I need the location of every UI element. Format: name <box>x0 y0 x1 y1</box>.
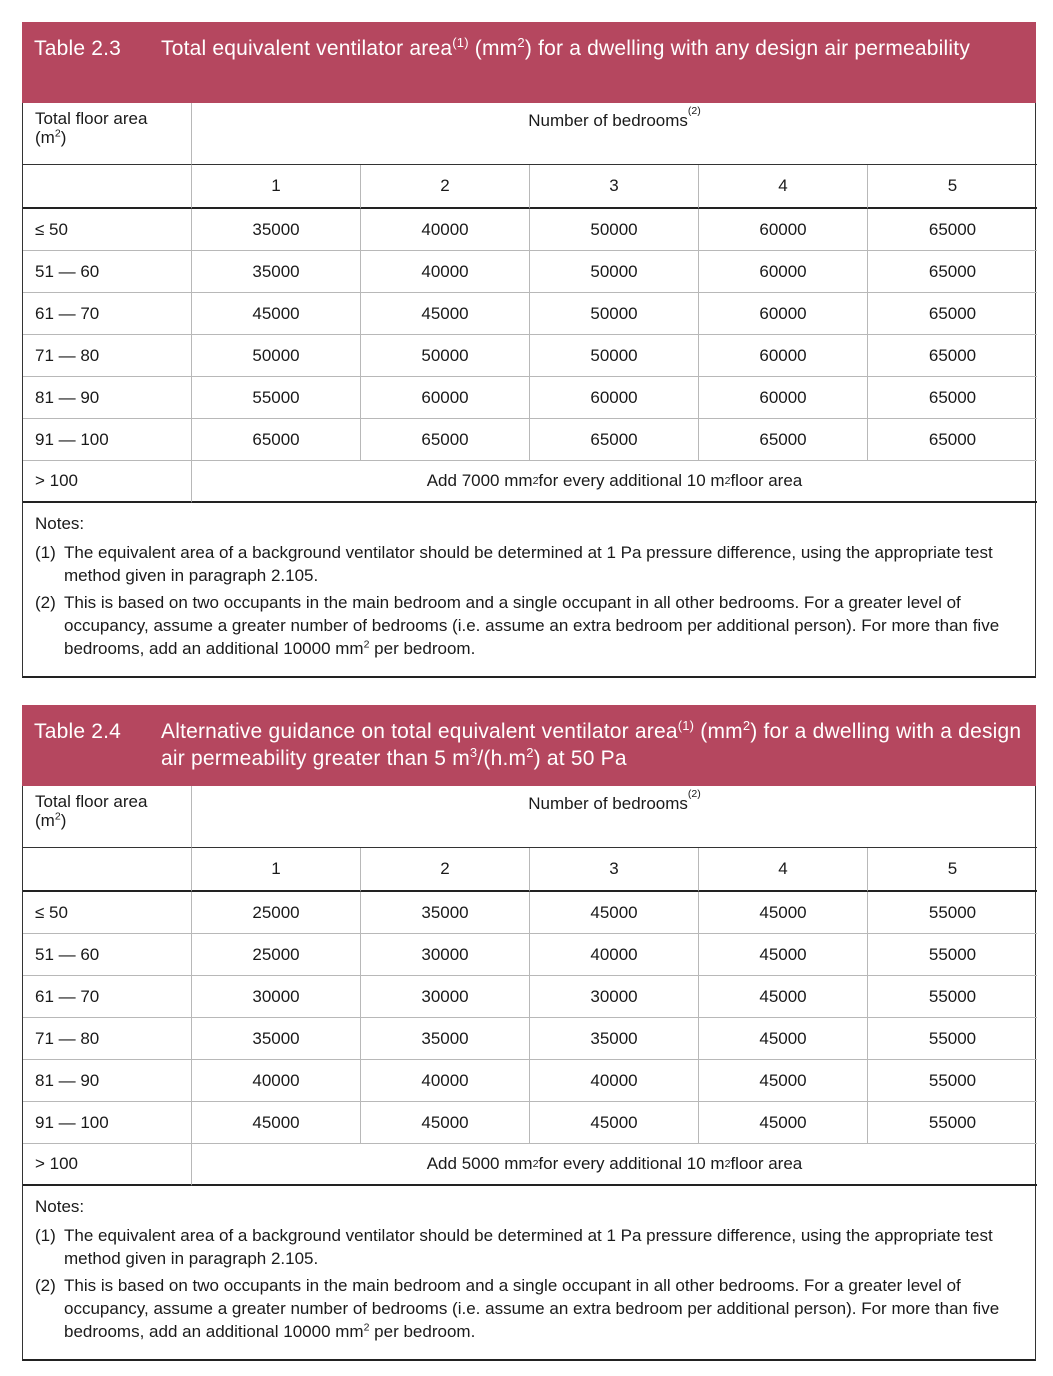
bedroom-col-header: 5 <box>868 165 1037 209</box>
value-cell: 50000 <box>361 335 530 377</box>
over-100-area: > 100 <box>23 1144 192 1186</box>
table-title-band <box>22 705 1036 786</box>
value-cell: 50000 <box>192 335 361 377</box>
value-cell: 65000 <box>192 419 361 461</box>
value-cell: 65000 <box>868 251 1037 293</box>
floor-area-cell: 81 — 90 <box>23 1060 192 1102</box>
value-cell: 35000 <box>361 1018 530 1060</box>
value-cell: 40000 <box>361 251 530 293</box>
table-title-band <box>22 22 1036 103</box>
value-cell: 65000 <box>868 293 1037 335</box>
value-cell: 60000 <box>361 377 530 419</box>
table-number: Table 2.3 <box>34 37 122 60</box>
floor-area-cell: 51 — 60 <box>23 251 192 293</box>
notes <box>22 1186 1036 1361</box>
value-cell: 60000 <box>530 377 699 419</box>
value-cell: 45000 <box>699 1102 868 1144</box>
value-cell: 25000 <box>192 892 361 934</box>
bedroom-col-header: 1 <box>192 848 361 892</box>
value-cell: 55000 <box>868 892 1037 934</box>
data-grid <box>22 103 1036 503</box>
value-cell: 45000 <box>699 976 868 1018</box>
blank-header-cell <box>23 165 192 209</box>
value-cell: 50000 <box>530 209 699 251</box>
bedroom-col-header: 4 <box>699 165 868 209</box>
note-1: (1) The equivalent area of a background ventilator should be determined at 1 Pa pressure difference, using the appropriate test method given in paragraph 2.105. <box>35 1226 993 1268</box>
value-cell: 55000 <box>868 934 1037 976</box>
value-cell: 50000 <box>530 251 699 293</box>
value-cell: 55000 <box>868 1102 1037 1144</box>
floor-area-cell: 51 — 60 <box>23 934 192 976</box>
value-cell: 40000 <box>192 1060 361 1102</box>
notes-label: Notes: <box>35 1197 85 1216</box>
value-cell: 35000 <box>530 1018 699 1060</box>
value-cell: 65000 <box>868 209 1037 251</box>
value-cell: 45000 <box>699 892 868 934</box>
value-cell: 30000 <box>361 934 530 976</box>
value-cell: 65000 <box>361 419 530 461</box>
value-cell: 60000 <box>699 251 868 293</box>
bedroom-col-header: 1 <box>192 165 361 209</box>
bedroom-col-header: 2 <box>361 165 530 209</box>
value-cell: 30000 <box>192 976 361 1018</box>
value-cell: 60000 <box>699 209 868 251</box>
value-cell: 40000 <box>530 934 699 976</box>
value-cell: 50000 <box>530 293 699 335</box>
value-cell: 55000 <box>868 976 1037 1018</box>
note-2: (2) This is based on two occupants in the main bedroom and a single occupant in all other bedrooms. For a greater level of occupancy, assume a greater number of bedrooms (i.e. assume an extra bedroom per additional person). For more than five bedrooms, add an additional 10000 $mm^2$ per bedroom. <box>35 593 1000 658</box>
value-cell: 45000 <box>699 1060 868 1102</box>
value-cell: 65000 <box>868 377 1037 419</box>
value-cell: 40000 <box>530 1060 699 1102</box>
value-cell: 60000 <box>699 335 868 377</box>
bedroom-col-header: 5 <box>868 848 1037 892</box>
table-title: Total equivalent ventilator area$^{(1)}$ $(mm^2)$ for a dwelling with any design air permeability <box>161 34 971 60</box>
note-1: (1) The equivalent area of a background ventilator should be determined at 1 Pa pressure difference, using the appropriate test method given in paragraph 2.105. <box>35 543 993 585</box>
floor-area-cell: ≤ 50 <box>23 209 192 251</box>
value-cell: 45000 <box>361 1102 530 1144</box>
floor-area-cell: 71 — 80 <box>23 1018 192 1060</box>
over-100-guidance: Add 7000 mm 2 for every additional 10 m 2 floor area <box>192 461 1037 503</box>
value-cell: 35000 <box>192 1018 361 1060</box>
notes-label: Notes: <box>35 514 85 533</box>
bedrooms-header: Number of bedrooms (2) <box>192 786 1037 848</box>
table-2-4 <box>22 705 1036 1361</box>
value-cell: 65000 <box>868 335 1037 377</box>
bedroom-col-header: 3 <box>530 848 699 892</box>
value-cell: 45000 <box>361 293 530 335</box>
floor-area-cell: 81 — 90 <box>23 377 192 419</box>
value-cell: 65000 <box>868 419 1037 461</box>
value-cell: 60000 <box>699 293 868 335</box>
table-title: Alternative guidance on total equivalent ventilator area$^{(1)}$ $(mm^2)$ for a dwelling with a design air permeability greater than 5 $m^3/(h.m^2)$ at 50 Pa <box>161 717 1022 770</box>
value-cell: 35000 <box>192 251 361 293</box>
value-cell: 65000 <box>530 419 699 461</box>
floor-area-header: Total floor area $(m^2)$ <box>23 103 192 165</box>
note-2: (2) This is based on two occupants in the main bedroom and a single occupant in all other bedrooms. For a greater level of occupancy, assume a greater number of bedrooms (i.e. assume an extra bedroom per additional person). For more than five bedrooms, add an additional 10000 $mm^2$ per bedroom. <box>35 1276 1000 1341</box>
blank-header-cell <box>23 848 192 892</box>
value-cell: 45000 <box>192 1102 361 1144</box>
value-cell: 60000 <box>699 377 868 419</box>
value-cell: 45000 <box>699 934 868 976</box>
floor-area-cell: 71 — 80 <box>23 335 192 377</box>
value-cell: 40000 <box>361 1060 530 1102</box>
value-cell: 45000 <box>530 892 699 934</box>
value-cell: 45000 <box>530 1102 699 1144</box>
floor-area-cell: 91 — 100 <box>23 419 192 461</box>
floor-area-cell: 61 — 70 <box>23 293 192 335</box>
value-cell: 30000 <box>361 976 530 1018</box>
table-2-3 <box>22 22 1036 678</box>
value-cell: 35000 <box>192 209 361 251</box>
value-cell: 45000 <box>192 293 361 335</box>
bedroom-col-header: 2 <box>361 848 530 892</box>
value-cell: 45000 <box>699 1018 868 1060</box>
floor-area-header: Total floor area $(m^2)$ <box>23 786 192 848</box>
value-cell: 35000 <box>361 892 530 934</box>
floor-area-cell: ≤ 50 <box>23 892 192 934</box>
value-cell: 30000 <box>530 976 699 1018</box>
data-grid <box>22 786 1036 1186</box>
value-cell: 55000 <box>868 1060 1037 1102</box>
over-100-guidance: Add 5000 mm 2 for every additional 10 m 2 floor area <box>192 1144 1037 1186</box>
value-cell: 40000 <box>361 209 530 251</box>
notes <box>22 503 1036 678</box>
bedrooms-header: Number of bedrooms (2) <box>192 103 1037 165</box>
value-cell: 55000 <box>868 1018 1037 1060</box>
floor-area-cell: 61 — 70 <box>23 976 192 1018</box>
floor-area-cell: 91 — 100 <box>23 1102 192 1144</box>
value-cell: 25000 <box>192 934 361 976</box>
value-cell: 50000 <box>530 335 699 377</box>
value-cell: 65000 <box>699 419 868 461</box>
bedroom-col-header: 3 <box>530 165 699 209</box>
table-number: Table 2.4 <box>34 720 122 743</box>
bedroom-col-header: 4 <box>699 848 868 892</box>
over-100-area: > 100 <box>23 461 192 503</box>
value-cell: 55000 <box>192 377 361 419</box>
